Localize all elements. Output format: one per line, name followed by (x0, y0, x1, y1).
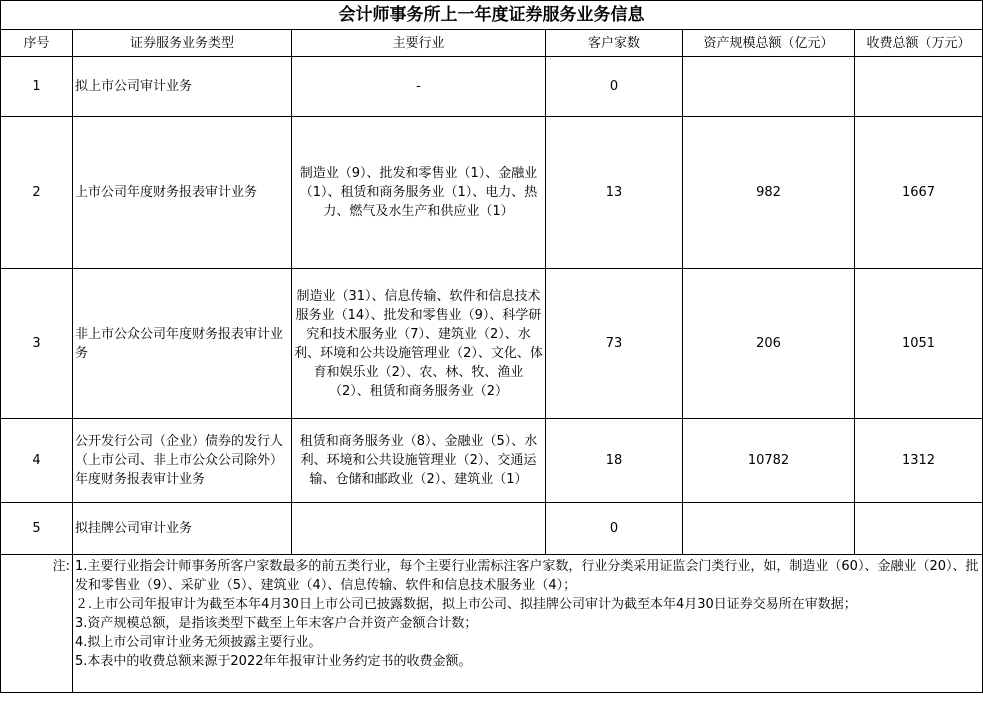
row-main-industry: 制造业（31）、信息传输、软件和信息技术服务业（14）、批发和零售业（9）、科学研究和技术服务业（7）、建筑业（2）、水利、环境和公共设施管理业（2）、文化、体育和娱乐业（2）、农、林、牧、渔业（2）、租赁和商务服务业（2） (292, 269, 546, 419)
note-2: ２.上市公司年报审计为截至本年4月30日上市公司已披露数据，拟上市公司、拟挂牌公司审计为截至本年4月30日证券交易所在审数据； (75, 597, 857, 612)
row-total-assets: 206 (683, 269, 855, 419)
row-total-fees (855, 57, 983, 117)
row-total-assets (683, 57, 855, 117)
row-client-count: 73 (546, 269, 683, 419)
header-main-industry: 主要行业 (292, 30, 546, 57)
row-main-industry: 租赁和商务服务业（8）、金融业（5）、水利、环境和公共设施管理业（2）、交通运输、仓储和邮政业（2）、建筑业（1） (292, 419, 546, 503)
row-total-fees (855, 503, 983, 555)
table-title: 会计师事务所上一年度证券服务业务信息 (1, 1, 983, 30)
row-main-industry (292, 503, 546, 555)
row-client-count: 0 (546, 57, 683, 117)
row-no: 4 (1, 419, 73, 503)
row-service-type: 拟挂牌公司审计业务 (73, 503, 292, 555)
notes-row (1, 555, 983, 693)
row-service-type: 公开发行公司（企业）债券的发行人（上市公司、非上市公众公司除外）年度财务报表审计业务 (73, 419, 292, 503)
row-total-fees: 1312 (855, 419, 983, 503)
row-total-assets: 982 (683, 117, 855, 269)
note-4: 4.拟上市公司审计业务无须披露主要行业。 (75, 635, 322, 650)
header-total-assets: 资产规模总额（亿元） (683, 30, 855, 57)
row-total-assets (683, 503, 855, 555)
table-row (1, 419, 983, 503)
table-row (1, 503, 983, 555)
note-5: 5.本表中的收费总额来源于2022年年报审计业务约定书的收费金额。 (75, 654, 472, 669)
row-no: 3 (1, 269, 73, 419)
row-total-assets: 10782 (683, 419, 855, 503)
row-main-industry: - (292, 57, 546, 117)
row-service-type: 上市公司年度财务报表审计业务 (73, 117, 292, 269)
table-row (1, 57, 983, 117)
notes-label: 注: (1, 555, 73, 693)
table-row (1, 269, 983, 419)
row-total-fees: 1667 (855, 117, 983, 269)
header-service-type: 证券服务业务类型 (73, 30, 292, 57)
row-main-industry: 制造业（9）、批发和零售业（1）、金融业（1）、租赁和商务服务业（1）、电力、热力、燃气及水生产和供应业（1） (292, 117, 546, 269)
row-client-count: 0 (546, 503, 683, 555)
row-no: 1 (1, 57, 73, 117)
row-service-type: 拟上市公司审计业务 (73, 57, 292, 117)
row-client-count: 18 (546, 419, 683, 503)
row-client-count: 13 (546, 117, 683, 269)
table-row (1, 117, 983, 269)
header-client-count: 客户家数 (546, 30, 683, 57)
row-total-fees: 1051 (855, 269, 983, 419)
note-1: 1.主要行业指会计师事务所客户家数最多的前五类行业，每个主要行业需标注客户家数，行业分类采用证监会门类行业，如，制造业（60）、金融业（20）、批发和零售业（9）、采矿业（5）、建筑业（4）、信息传输、软件和信息技术服务业（4）； (75, 559, 979, 593)
header-total-fees: 收费总额（万元） (855, 30, 983, 57)
header-row (1, 30, 983, 57)
header-no: 序号 (1, 30, 73, 57)
row-no: 5 (1, 503, 73, 555)
note-3: 3.资产规模总额，是指该类型下截至上年末客户合并资产金额合计数； (75, 616, 478, 631)
notes-body (73, 555, 983, 693)
row-service-type: 非上市公众公司年度财务报表审计业务 (73, 269, 292, 419)
row-no: 2 (1, 117, 73, 269)
